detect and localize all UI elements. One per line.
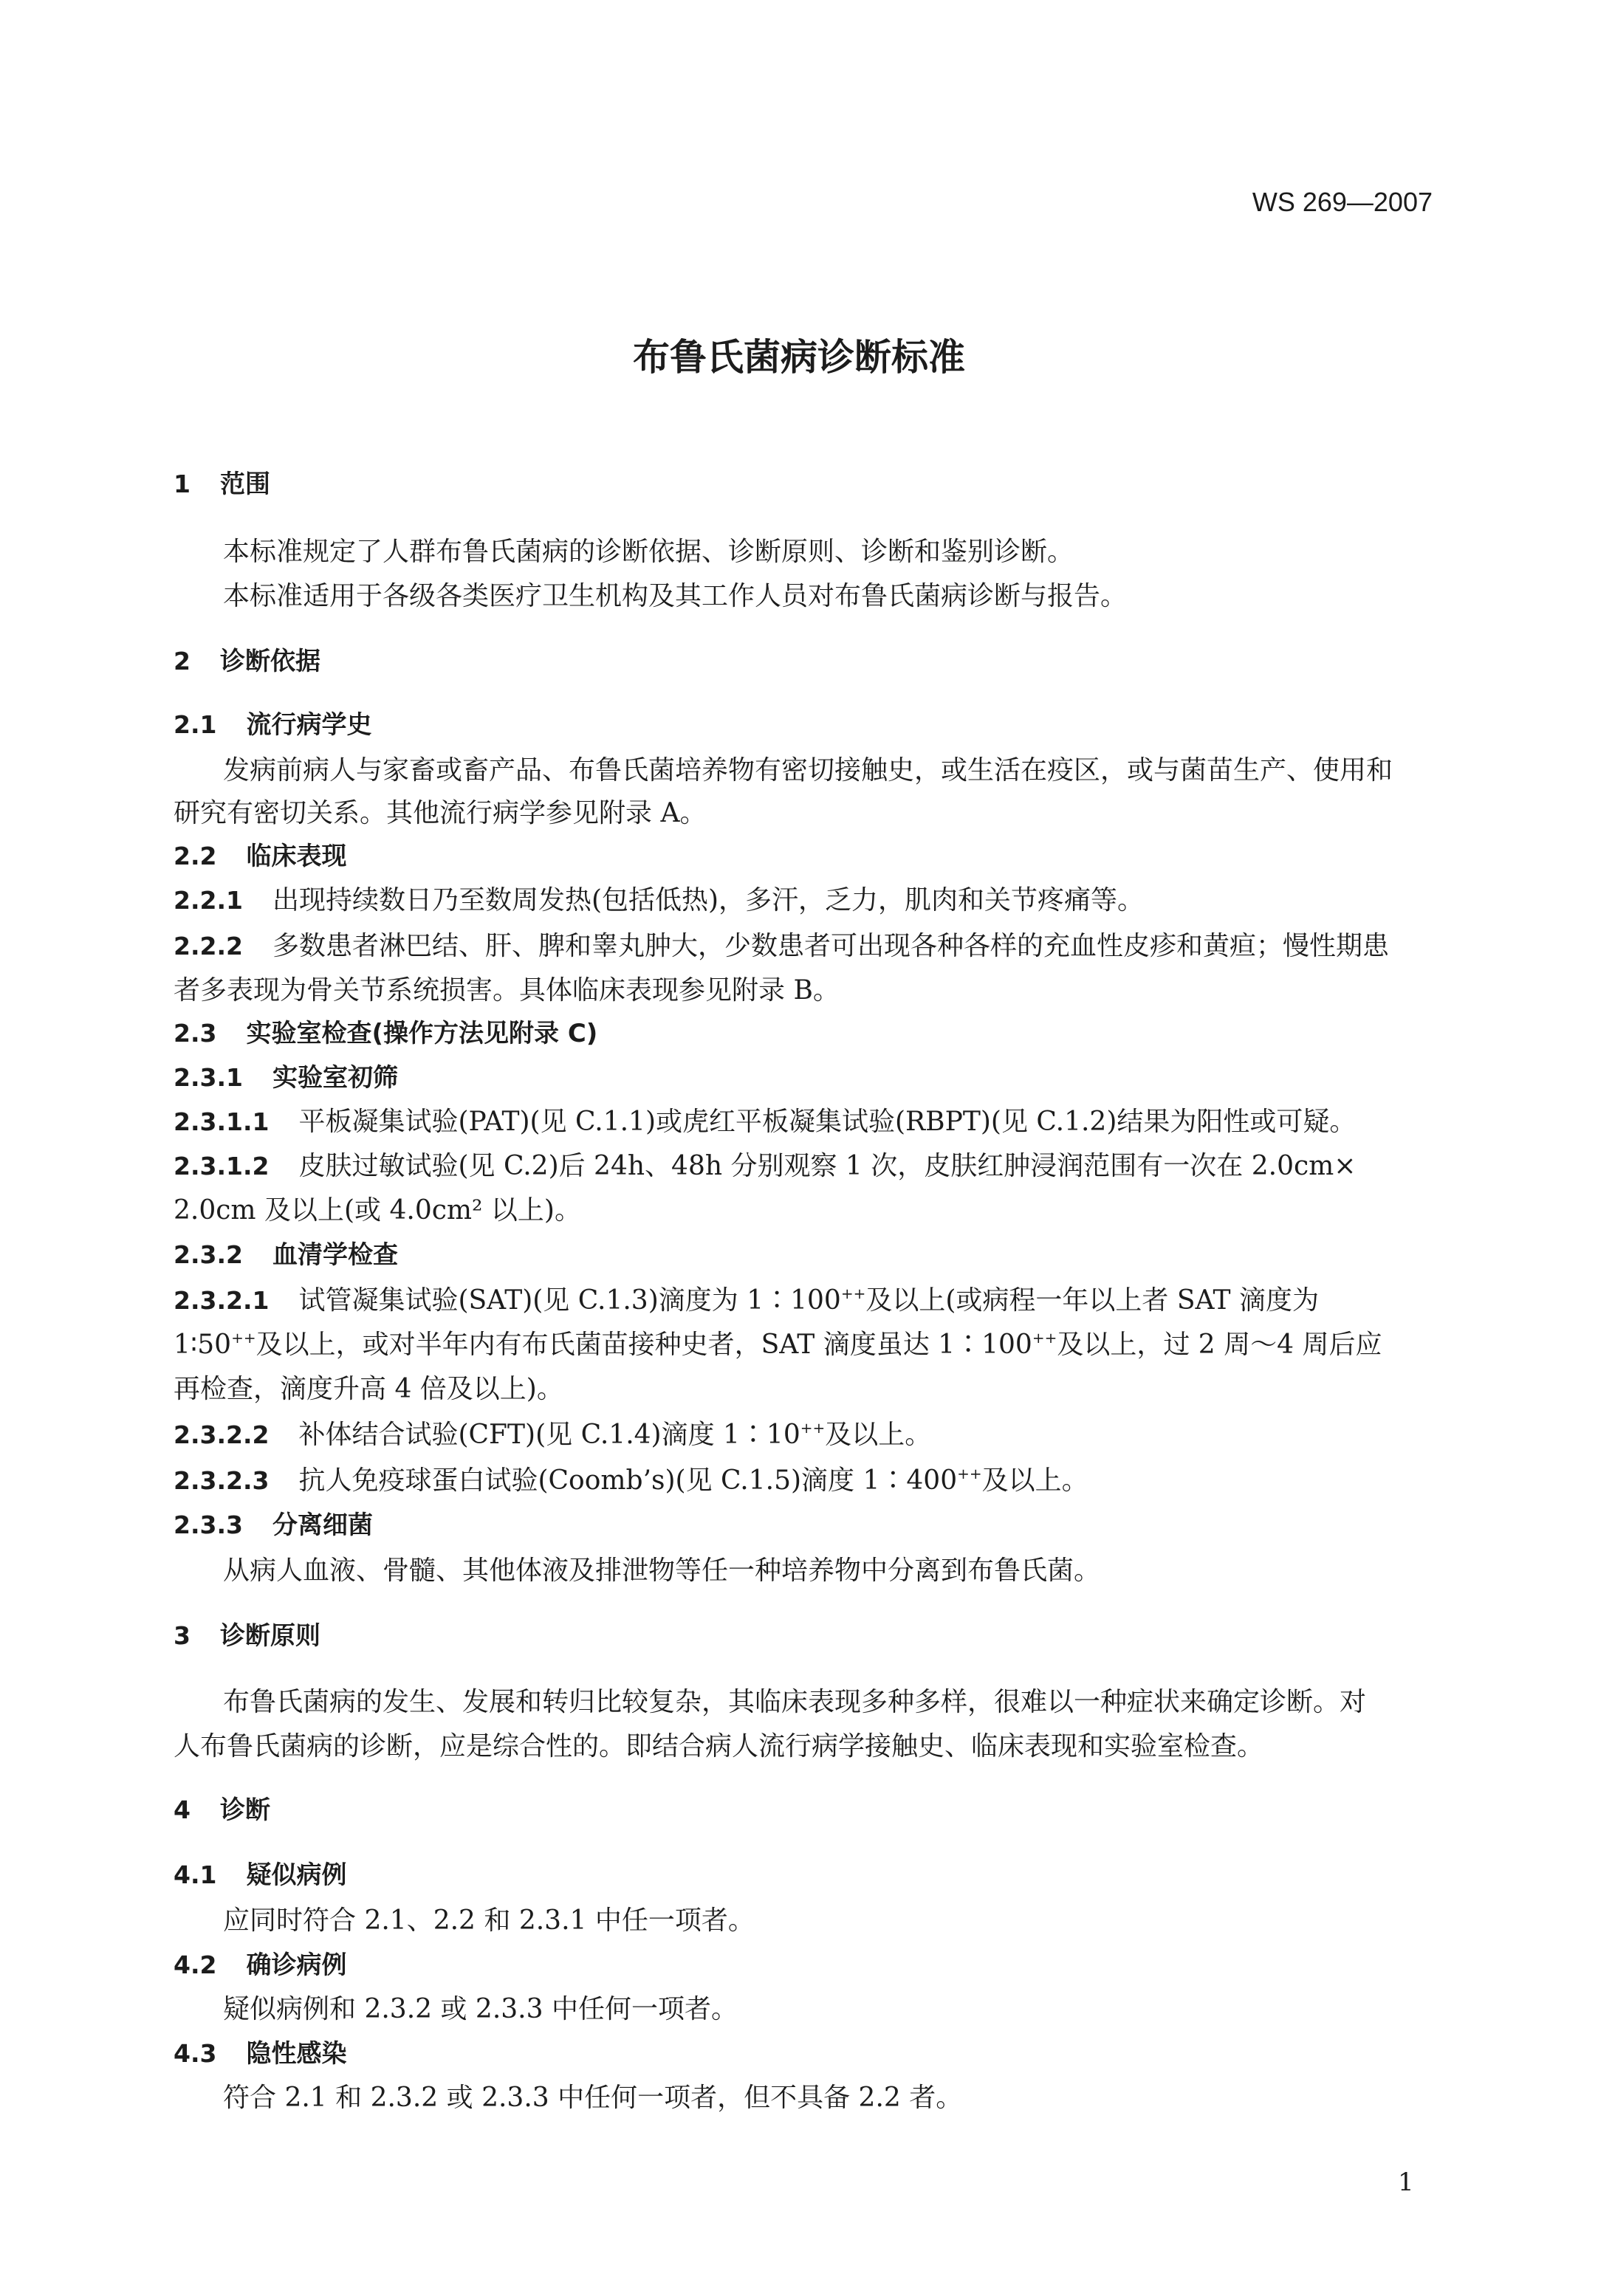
clause-1-heading: [174, 466, 270, 503]
clause-title: 诊断原则: [219, 1621, 320, 1651]
superscript: ++: [800, 1419, 826, 1437]
clause-2-3-2-1-line-3: 再检查，滴度升高 4 倍及以上)。: [174, 1374, 563, 1404]
clause-4-3-heading: [174, 2035, 346, 2072]
superscript: ++: [957, 1465, 982, 1482]
clause-2-3-3-text: 从病人血液、骨髓、其他体液及排泄物等任一种培养物中分离到布鲁氏菌。: [223, 1556, 1101, 1586]
clause-2-3-2-3: [174, 1463, 1088, 1499]
clause-title: 疑似病例: [246, 1860, 347, 1890]
clause-text: 及以上，过 2 周～4 周后应: [1057, 1330, 1382, 1360]
clause-2-3-2-1-line-2: [174, 1327, 1382, 1364]
clause-3-heading: [174, 1618, 320, 1654]
clause-2-2-2: [174, 928, 1389, 965]
clause-title: 临床表现: [246, 842, 347, 871]
clause-2-1-line-1: 发病前病人与家畜或畜产品、布鲁氏菌培养物有密切接触史，或生活在疫区，或与菌苗生产、使用和: [223, 755, 1393, 786]
clause-2-heading: [174, 643, 320, 680]
clause-text: 皮肤过敏试验(见 C.2)后 24h、48h 分别观察 1 次，皮肤红肿浸润范围有一次在 2.0cm×: [298, 1151, 1357, 1181]
clause-number: 2.3.2.3: [174, 1466, 270, 1495]
clause-4-2-heading: [174, 1947, 346, 1984]
clause-title: 确诊病例: [246, 1950, 347, 1980]
clause-title: 诊断依据: [219, 647, 320, 676]
clause-title: 分离细菌: [272, 1510, 373, 1540]
superscript: ++: [1032, 1329, 1057, 1347]
clause-title: 实验室检查(操作方法见附录 C): [246, 1019, 598, 1048]
clause-number: 2.3.2: [174, 1240, 243, 1269]
clause-text: 抗人免疫球蛋白试验(Coomb’s)(见 C.1.5)滴度 1∶400: [298, 1465, 958, 1496]
clause-number: 2.3: [174, 1019, 217, 1048]
clause-number: 2.3.3: [174, 1510, 243, 1539]
clause-1-paragraph-2: 本标准适用于各级各类医疗卫生机构及其工作人员对布鲁氏菌病诊断与报告。: [223, 581, 1128, 611]
clause-title: 实验室初筛: [272, 1063, 398, 1093]
clause-number: 2.3.1: [174, 1063, 243, 1092]
clause-number: 2.3.1.2: [174, 1152, 270, 1180]
clause-text: 试管凝集试验(SAT)(见 C.1.3)滴度为 1∶100: [298, 1285, 841, 1316]
clause-2-3-2-1: [174, 1282, 1319, 1319]
clause-text: 及以上(或病程一年以上者 SAT 滴度为: [865, 1285, 1319, 1316]
clause-number: 2.2.1: [174, 886, 243, 915]
standard-code: WS 269—2007: [1252, 187, 1433, 217]
clause-2-3-1-1: [174, 1104, 1356, 1141]
clause-title: 隐性感染: [246, 2039, 347, 2069]
clause-4-2-text: 疑似病例和 2.3.2 或 2.3.3 中任何一项者。: [223, 1994, 738, 2024]
clause-number: 2.1: [174, 710, 217, 739]
clause-title: 血清学检查: [272, 1240, 398, 1270]
clause-2-3-1-2-line-2: 2.0cm 及以上(或 4.0cm² 以上)。: [174, 1195, 581, 1226]
clause-4-3-text: 符合 2.1 和 2.3.2 或 2.3.3 中任何一项者，但不具备 2.2 者。: [223, 2083, 963, 2113]
clause-2-3-1-heading: [174, 1059, 398, 1096]
clause-2-3-1-2: [174, 1148, 1356, 1185]
clause-number: 2.3.1.1: [174, 1107, 270, 1136]
clause-text: 多数患者淋巴结、肝、脾和睾丸肿大，少数患者可出现各种各样的充血性皮疹和黄疸；慢性期患: [272, 931, 1389, 961]
clause-number: 2.3.2.1: [174, 1286, 270, 1315]
clause-text: 及以上。: [825, 1420, 932, 1450]
clause-2-3-2-heading: [174, 1237, 398, 1274]
clause-text: 1∶50: [174, 1330, 232, 1360]
clause-number: 4.3: [174, 2039, 217, 2068]
clause-text: 补体结合试验(CFT)(见 C.1.4)滴度 1∶10: [298, 1420, 800, 1450]
clause-number: 3: [174, 1621, 191, 1650]
clause-number: 2: [174, 647, 191, 676]
clause-2-1-heading: [174, 707, 371, 743]
clause-title: 流行病学史: [246, 710, 372, 740]
clause-number: 4.1: [174, 1860, 217, 1889]
clause-number: 2.3.2.2: [174, 1420, 270, 1449]
clause-text: 平板凝集试验(PAT)(见 C.1.1)或虎红平板凝集试验(RBPT)(见 C.1.2)结果为阳性或可疑。: [298, 1107, 1357, 1137]
superscript: ++: [840, 1285, 866, 1302]
clause-text: 及以上。: [981, 1465, 1088, 1496]
clause-2-2-heading: [174, 838, 346, 875]
clause-3-line-2: 人布鲁氏菌病的诊断，应是综合性的。即结合病人流行病学接触史、临床表现和实验室检查。: [174, 1731, 1264, 1761]
clause-title: 诊断: [219, 1795, 270, 1825]
clause-4-heading: [174, 1792, 270, 1829]
clause-2-3-2-2: [174, 1417, 931, 1454]
document-title: 布鲁氏菌病诊断标准: [633, 336, 965, 379]
clause-2-3-3-heading: [174, 1507, 373, 1544]
clause-text: 及以上，或对半年内有布氏菌苗接种史者，SAT 滴度虽达 1∶100: [256, 1330, 1032, 1360]
clause-2-3-heading: [174, 1015, 597, 1052]
superscript: ++: [231, 1329, 256, 1347]
clause-number: 2.2.2: [174, 932, 243, 960]
clause-number: 2.2: [174, 842, 217, 870]
page-number: 1: [1398, 2168, 1414, 2197]
clause-2-2-2-line-2: 者多表现为骨关节系统损害。具体临床表现参见附录 B。: [174, 975, 840, 1006]
clause-4-1-heading: [174, 1857, 346, 1894]
clause-3-line-1: 布鲁氏菌病的发生、发展和转归比较复杂，其临床表现多种多样，很难以一种症状来确定诊断。对: [223, 1687, 1367, 1717]
clause-title: 范围: [219, 470, 270, 499]
clause-text: 出现持续数日乃至数周发热(包括低热)，多汗，乏力，肌肉和关节疼痛等。: [272, 885, 1145, 915]
clause-2-2-1: [174, 882, 1144, 919]
clause-number: 1: [174, 470, 191, 498]
clause-number: 4.2: [174, 1950, 217, 1979]
clause-1-paragraph-1: 本标准规定了人群布鲁氏菌病的诊断依据、诊断原则、诊断和鉴别诊断。: [223, 537, 1074, 567]
clause-4-1-text: 应同时符合 2.1、2.2 和 2.3.1 中任一项者。: [223, 1905, 755, 1936]
clause-2-1-line-2: 研究有密切关系。其他流行病学参见附录 A。: [174, 798, 707, 828]
clause-number: 4: [174, 1795, 191, 1824]
